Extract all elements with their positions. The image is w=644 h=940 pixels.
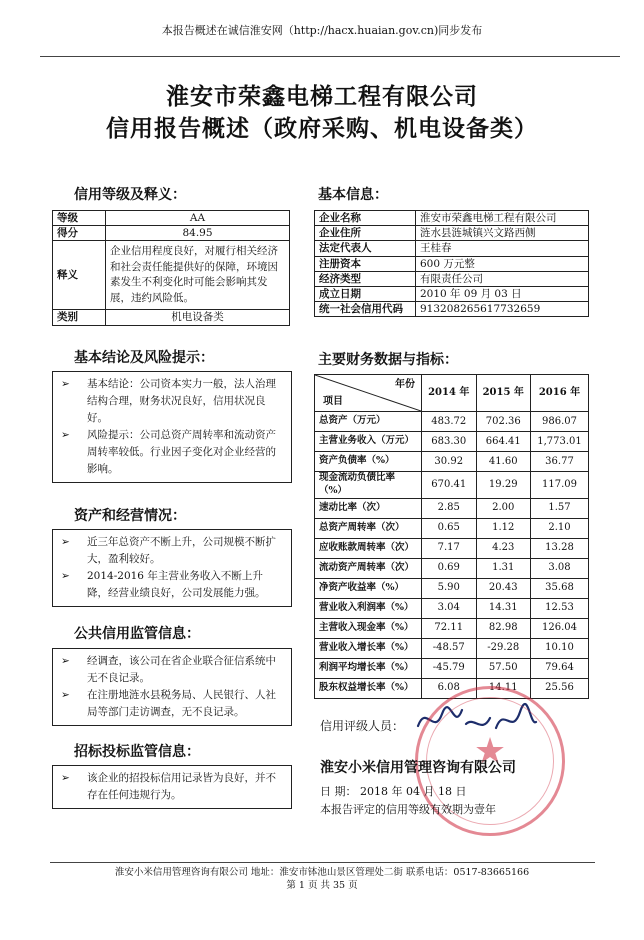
metric-value: 702.36 (476, 412, 531, 432)
assets-text: 近三年总资产不断上升，公司规模不断扩大，盈利较好。 (87, 536, 276, 565)
seal-star-icon: ★ (473, 731, 507, 772)
category-value: 机电设备类 (106, 310, 290, 325)
table-row (315, 558, 589, 578)
validity-note: 本报告评定的信用等级有效期为壹年 (320, 803, 496, 816)
table-row (315, 598, 589, 618)
supervision-text: 经调查，该公司在省企业联合征信系统中无不良记录。 (87, 655, 276, 684)
arrow-bullet-icon: ➢ (61, 429, 70, 441)
footer-contact: 淮安小米信用管理咨询有限公司 地址：淮安市钵池山景区管理处二街 联系电话：0517-83665166 (114, 867, 530, 878)
footer (0, 866, 644, 893)
metric-value: 20.43 (476, 578, 531, 598)
metric-value: 25.56 (531, 678, 589, 698)
page-number: 第 1 页 共 35 页 (286, 880, 358, 892)
list-item (61, 534, 283, 568)
table-row (315, 658, 589, 678)
metric-value: 36.77 (531, 452, 589, 472)
corner-item-label: 项目 (323, 395, 343, 407)
metric-value: 7.17 (422, 538, 477, 558)
info-value: 913208265617732659 (416, 302, 589, 317)
info-label: 法定代表人 (315, 241, 416, 256)
metric-value: 72.11 (422, 618, 477, 638)
list-item (61, 427, 283, 478)
basic-heading: 基本信息： (318, 187, 388, 203)
metric-label: 主营业务收入（万元） (315, 432, 422, 452)
info-value: 王桂春 (416, 241, 589, 256)
table-row (315, 241, 589, 256)
rater-label: 信用评级人员： (320, 719, 405, 733)
date-value: 2018 年 04 月 18 日 (360, 785, 467, 798)
info-label: 注册资本 (315, 256, 416, 271)
metric-value: 2.00 (476, 498, 531, 518)
arrow-bullet-icon: ➢ (61, 570, 70, 582)
metric-value: 664.41 (476, 432, 531, 452)
metric-value: 30.92 (422, 452, 477, 472)
score-label: 得分 (53, 226, 106, 241)
table-row (315, 226, 589, 241)
grade-label: 等级 (53, 211, 106, 226)
assets-text: 2014-2016 年主营业务收入不断上升降，经营业绩良好，公司发展能力强。 (87, 570, 266, 599)
metric-label: 净资产收益率（%） (315, 578, 422, 598)
metric-label: 现金流动负债比率（%） (315, 472, 422, 499)
metric-label: 速动比率（次） (315, 498, 422, 518)
metric-value: 0.69 (422, 558, 477, 578)
metric-value: -29.28 (476, 638, 531, 658)
metric-value: 3.08 (531, 558, 589, 578)
metric-value: 1.31 (476, 558, 531, 578)
metric-value: 57.50 (476, 658, 531, 678)
supervision-text: 在注册地涟水县税务局、人民银行、人社局等部门走访调查，无不良记录。 (87, 689, 276, 718)
credit-heading: 信用等级及释义： (74, 187, 186, 203)
metric-label: 应收账款周转率（次） (315, 538, 422, 558)
header-divider (40, 56, 620, 57)
metric-label: 营业收入利润率（%） (315, 598, 422, 618)
date-row (320, 783, 466, 799)
arrow-bullet-icon: ➢ (61, 772, 70, 784)
metric-value: 12.53 (531, 598, 589, 618)
header-note: 本报告概述在诚信淮安网（http://hacx.huaian.gov.cn)同步发布 (161, 24, 483, 37)
table-row (315, 498, 589, 518)
info-label: 企业名称 (315, 211, 416, 226)
report-subtitle: 信用报告概述（政府采购、机电设备类） (106, 115, 538, 142)
company-title: 淮安市荣鑫电梯工程有限公司 (166, 83, 478, 110)
info-value: 涟水县涟城镇兴文路西侧 (416, 226, 589, 241)
table-row (315, 518, 589, 538)
arrow-bullet-icon: ➢ (61, 378, 70, 390)
supervision-heading: 公共信用监管信息： (74, 626, 200, 642)
metric-value: 1.57 (531, 498, 589, 518)
arrow-bullet-icon: ➢ (61, 536, 70, 548)
metric-value: 2.10 (531, 518, 589, 538)
table-row (315, 286, 589, 301)
risk-text: 风险提示：公司总资产周转率和流动资产周转率较低。行业因子变化对企业经营的影响。 (87, 429, 276, 475)
metric-value: 13.28 (531, 538, 589, 558)
metric-value: 4.23 (476, 538, 531, 558)
basic-info-table (314, 210, 589, 317)
score-value: 84.95 (106, 226, 290, 241)
list-item (61, 653, 283, 687)
table-row (315, 452, 589, 472)
metric-value: 6.08 (422, 678, 477, 698)
table-row (53, 211, 290, 226)
info-label: 统一社会信用代码 (315, 302, 416, 317)
table-row (315, 472, 589, 499)
metric-label: 流动资产周转率（次） (315, 558, 422, 578)
metric-label: 总资产周转率（次） (315, 518, 422, 538)
bidding-heading: 招标投标监管信息： (74, 744, 200, 760)
table-row (315, 302, 589, 317)
metric-value: 14.31 (476, 598, 531, 618)
metric-label: 股东权益增长率（%） (315, 678, 422, 698)
footer-divider (50, 862, 595, 863)
arrow-bullet-icon: ➢ (61, 655, 70, 667)
table-row (315, 256, 589, 271)
info-label: 企业住所 (315, 226, 416, 241)
table-row (315, 578, 589, 598)
metric-value: 5.90 (422, 578, 477, 598)
meaning-value: 企业信用程度良好，对履行相关经济和社会责任能提供好的保障，环境因素发生不利变化时可能会影响其发展，违约风险低。 (106, 241, 290, 310)
metric-value: 41.60 (476, 452, 531, 472)
bidding-text: 该企业的招投标信用记录皆为良好，并不存在任何违规行为。 (87, 772, 276, 801)
metric-value: 1.12 (476, 518, 531, 538)
agency-name: 淮安小米信用管理咨询有限公司 (320, 760, 516, 776)
list-item (61, 687, 283, 721)
metric-value: 670.41 (422, 472, 477, 499)
info-value: 600 万元整 (416, 256, 589, 271)
table-row (315, 412, 589, 432)
metric-label: 营业收入增长率（%） (315, 638, 422, 658)
metric-value: 986.07 (531, 412, 589, 432)
metric-label: 利润平均增长率（%） (315, 658, 422, 678)
metric-value: 10.10 (531, 638, 589, 658)
info-label: 成立日期 (315, 286, 416, 301)
credit-table (52, 210, 290, 326)
metric-label: 总资产（万元） (315, 412, 422, 432)
info-value: 2010 年 09 月 03 日 (416, 286, 589, 301)
metric-value: 19.29 (476, 472, 531, 499)
corner-cell (315, 375, 422, 412)
finance-table (314, 374, 589, 699)
list-item (61, 568, 283, 602)
table-row (315, 432, 589, 452)
table-row (53, 241, 290, 310)
metric-value: 483.72 (422, 412, 477, 432)
conclusion-heading: 基本结论及风险提示： (74, 350, 214, 366)
metric-value: 117.09 (531, 472, 589, 499)
info-value: 有限责任公司 (416, 271, 589, 286)
metric-value: 14.11 (476, 678, 531, 698)
arrow-bullet-icon: ➢ (61, 689, 70, 701)
bidding-box (52, 765, 292, 809)
meaning-label: 释义 (53, 241, 106, 310)
supervision-box (52, 648, 292, 726)
table-header-row (315, 375, 589, 412)
metric-value: -45.79 (422, 658, 477, 678)
corner-year-label: 年份 (395, 379, 415, 390)
conclusion-text: 基本结论：公司资本实力一般，法人治理结构合理，财务状况良好，信用状况良好。 (87, 378, 276, 424)
metric-label: 主营收入现金率（%） (315, 618, 422, 638)
category-label: 类别 (53, 310, 106, 325)
year-header: 2016 年 (531, 375, 589, 412)
metric-label: 资产负债率（%） (315, 452, 422, 472)
metric-value: 683.30 (422, 432, 477, 452)
finance-heading: 主要财务数据与指标： (318, 352, 458, 368)
metric-value: 2.85 (422, 498, 477, 518)
info-label: 经济类型 (315, 271, 416, 286)
year-header: 2014 年 (422, 375, 477, 412)
conclusion-box (52, 371, 292, 483)
metric-value: 82.98 (476, 618, 531, 638)
date-label: 日 期： (320, 785, 357, 798)
metric-value: 79.64 (531, 658, 589, 678)
table-row (315, 638, 589, 658)
table-row (53, 310, 290, 325)
list-item (61, 376, 283, 427)
table-row (315, 618, 589, 638)
table-row (315, 271, 589, 286)
metric-value: 0.65 (422, 518, 477, 538)
list-item (61, 770, 283, 804)
table-row (315, 211, 589, 226)
year-header: 2015 年 (476, 375, 531, 412)
metric-value: 3.04 (422, 598, 477, 618)
metric-value: -48.57 (422, 638, 477, 658)
table-row (53, 226, 290, 241)
table-row (315, 538, 589, 558)
metric-value: 1,773.01 (531, 432, 589, 452)
grade-value: AA (106, 211, 290, 226)
info-value: 淮安市荣鑫电梯工程有限公司 (416, 211, 589, 226)
assets-box (52, 529, 292, 607)
metric-value: 126.04 (531, 618, 589, 638)
metric-value: 35.68 (531, 578, 589, 598)
assets-heading: 资产和经营情况： (74, 508, 186, 524)
